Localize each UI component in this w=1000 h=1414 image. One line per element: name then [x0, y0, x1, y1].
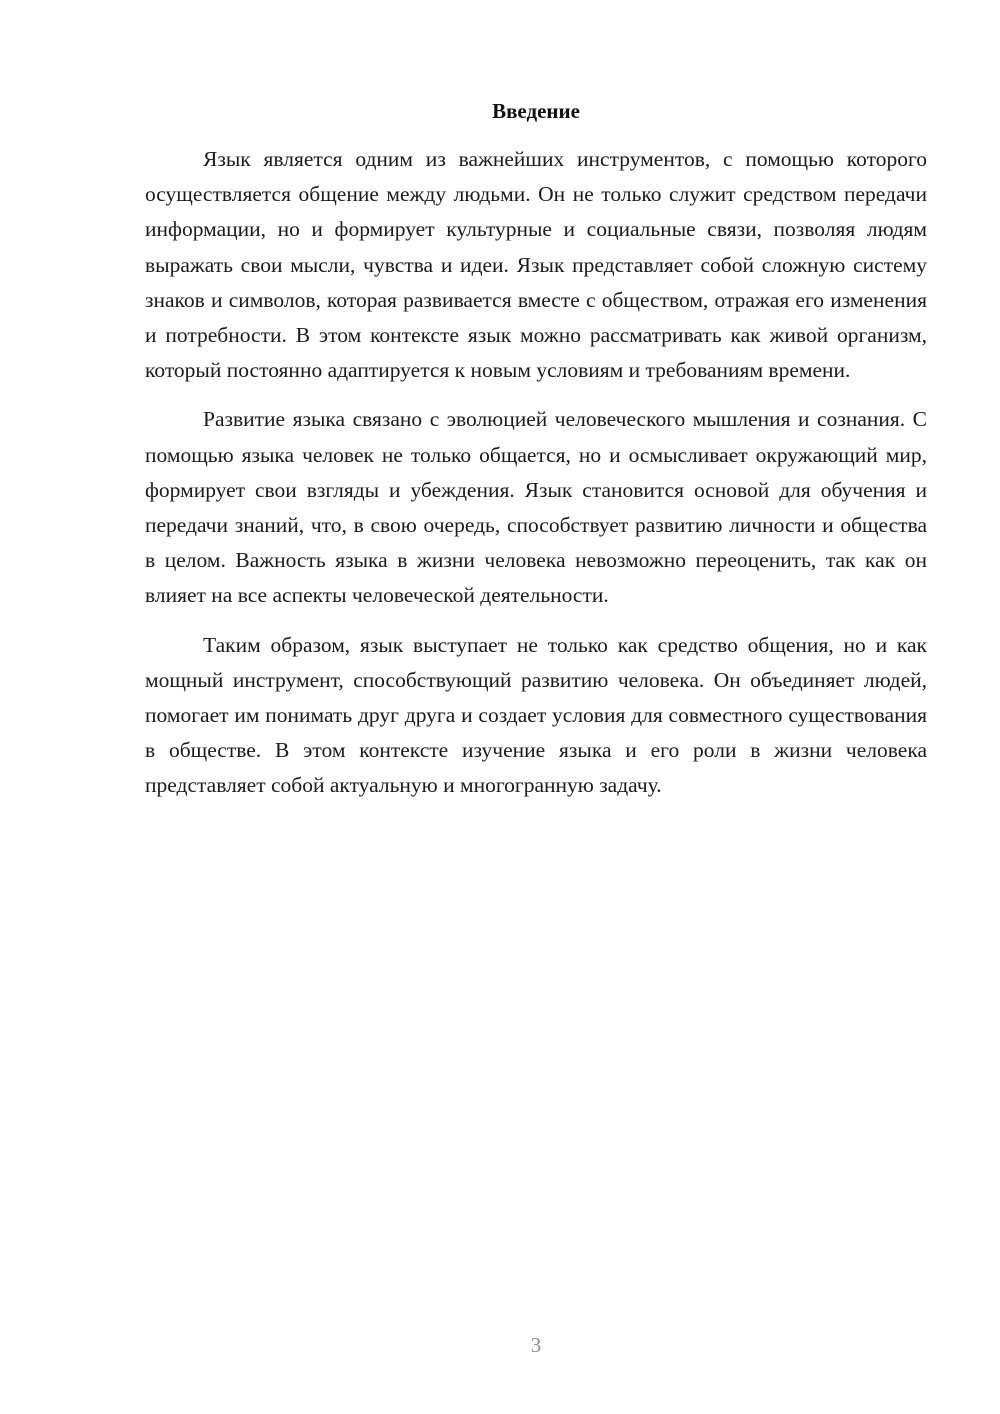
- section-title: Введение: [492, 99, 580, 123]
- paragraph-2: Развитие языка связано с эволюцией человеческого мышления и сознания. С помощью языка человек не только общается, но и осмысливает окружающий мир, формирует свои взгляды и убеждения. Язык становится основой для обучения и передачи знаний, что, в свою очередь, способствует развитию личности и общества в целом. Важность языка в жизни человека невозможно переоценить, так как он влияет на все аспекты человеческой деятельности.: [145, 407, 927, 608]
- paragraph-3: Таким образом, язык выступает не только как средство общения, но и как мощный инструмент, способствующий развитию человека. Он объединяет людей, помогает им понимать друг друга и создает условия для совместного существования в обществе. В этом контексте изучение языка и его роли в жизни человека представляет собой актуальную и многогранную задачу.: [145, 632, 927, 798]
- body-text: [145, 142, 927, 818]
- page-number: 3: [530, 1333, 542, 1357]
- paragraph-1: Язык является одним из важнейших инструментов, с помощью которого осуществляется общение между людьми. Он не только служит средством передачи информации, но и формирует культурные и социальные связи, позволяя людям выражать свои мысли, чувства и идеи. Язык представляет собой сложную систему знаков и символов, которая развивается вместе с обществом, отражая его изменения и потребности. В этом контексте язык можно рассматривать как живой организм, который постоянно адаптируется к новым условиям и требованиям времени.: [145, 147, 927, 383]
